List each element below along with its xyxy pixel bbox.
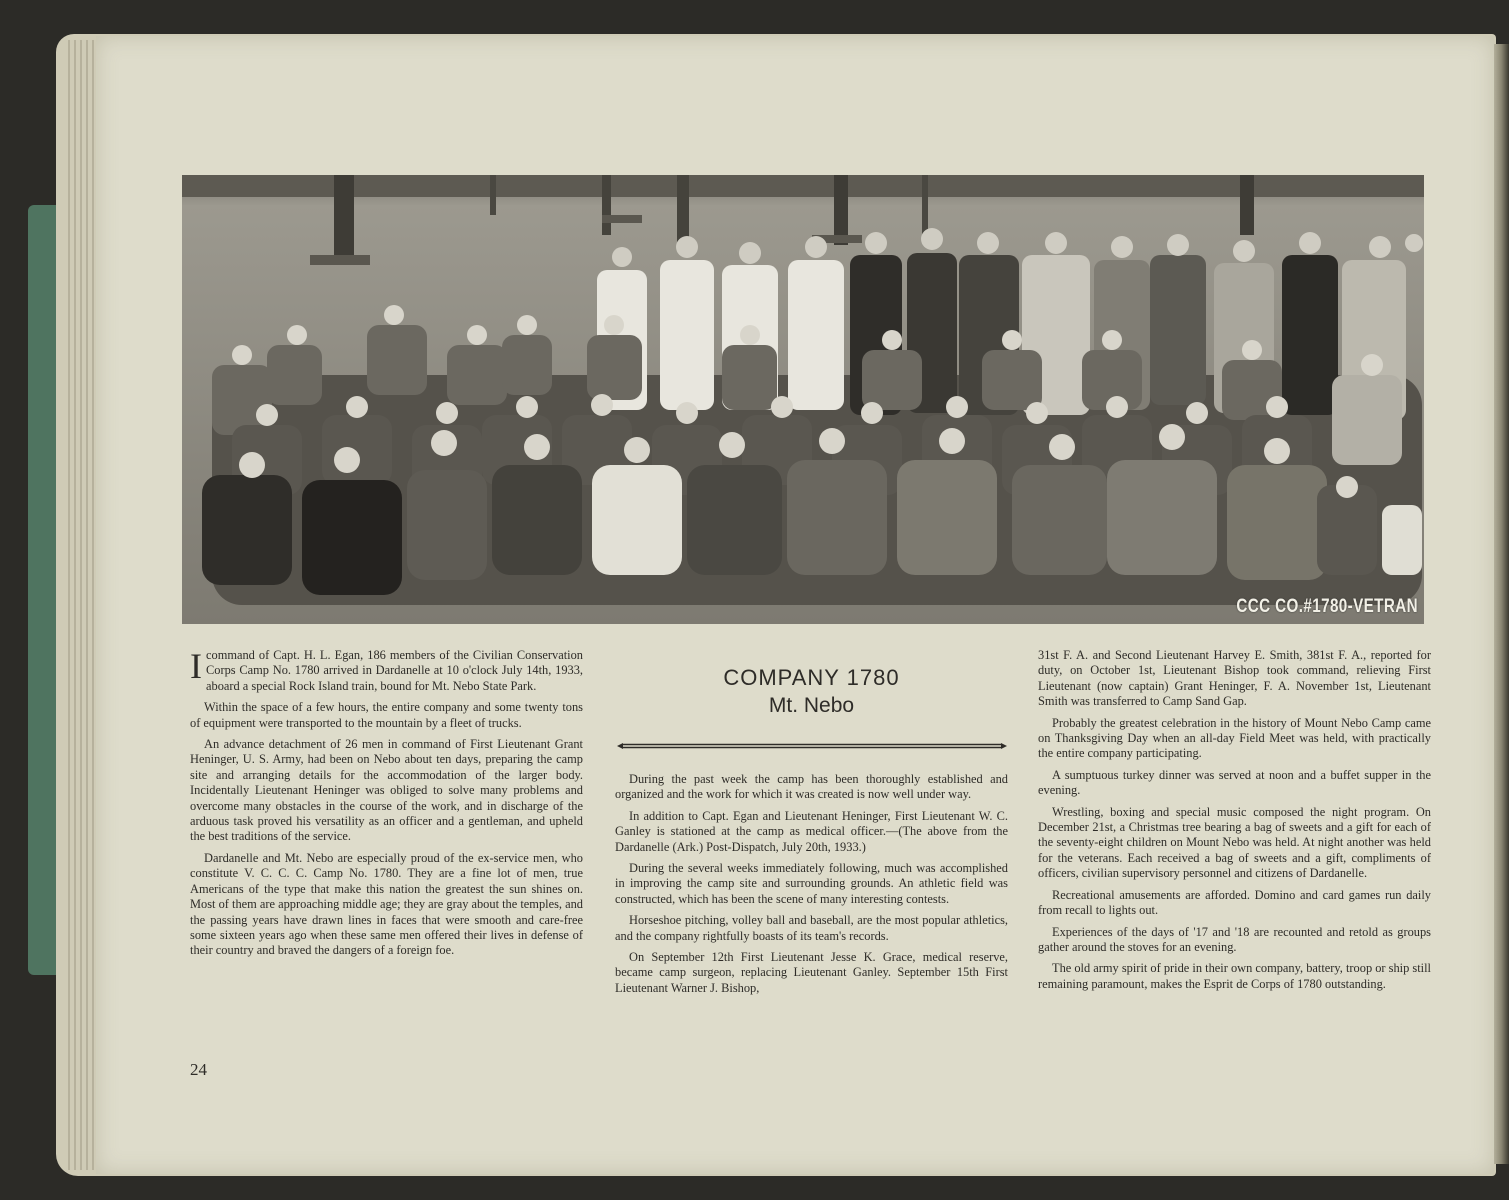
paragraph: The old army spirit of pride in their own company, battery, troop or ship still remaining paramount, makes the Esprit de Corps of 1780 outstanding. — [1038, 961, 1431, 991]
paragraph: 31st F. A. and Second Lieutenant Harvey E. Smith, 381st F. A., reported for duty, on October 1st, Lieutenant Bishop took command, relieving First Lieutenant (now captain) Grant Heninger, F. A. November 1st, Lieutenant Smith was transferred to Camp Sand Gap. — [1038, 648, 1431, 709]
paragraph: In addition to Capt. Egan and Lieutenant Heninger, First Lieutenant W. C. Ganley is stationed at the camp as medical officer.—(The above from the Dardanelle (Ark.) Post-Dispatch, July 20th, 1933.) — [615, 808, 1008, 854]
decorative-rule — [617, 742, 1007, 750]
paragraph: Probably the greatest celebration in the history of Mount Nebo Camp came on Thanksgiving Day when an all-day Field Meet was held, with practically the entire company participating. — [1038, 715, 1431, 761]
paragraph: A sumptuous turkey dinner was served at noon and a buffet supper in the evening. — [1038, 767, 1431, 798]
text-column-left — [190, 648, 583, 965]
text-column-right — [1038, 648, 1431, 998]
paragraph: Icommand of Capt. H. L. Egan, 186 members of the Civilian Conservation Corps Camp No. 1780 arrived in Dardanelle at 10 o'clock July 14th, 1933, aboard a special Rock Island train, bound for Mt. Nebo State Park. — [190, 646, 583, 693]
paragraph: During the several weeks immediately following, much was accomplished in improving the camp site and surrounding grounds. An athletic field was constructed, which has been the scene of many interesting contests. — [615, 861, 1008, 906]
paragraph: Experiences of the days of '17 and '18 are recounted and retold as groups gather around the stoves for an evening. — [1038, 924, 1431, 954]
paragraph: During the past week the camp has been thoroughly established and organized and the work for which it was created is now well under way. — [615, 772, 1008, 802]
paragraph: Within the space of a few hours, the entire company and some twenty tons of equipment were transported to the mountain by a fleet of trucks. — [190, 700, 583, 730]
article-title: COMPANY 1780 — [723, 665, 900, 690]
photo-caption: CCC CO.#1780-VETRAN — [1236, 596, 1418, 617]
article-subtitle: Mt. Nebo — [768, 694, 855, 717]
article-heading — [615, 665, 1008, 718]
paragraph: Dardanelle and Mt. Nebo are especially proud of the ex-service men, who constitute V. C. C. C. Camp No. 1780. They are a fine lot of men, true Americans of the type that make this nation the greatest the sun shines on. Most of them are approaching middle age; they are gray about the temples, and the passing years have drawn lines in faces that were smooth and care-free some sixteen years ago when these same men offered their lives in defense of their country and braved the dangers of a foreign foe. — [190, 850, 583, 958]
drop-cap: I — [190, 646, 202, 686]
paragraph: Recreational amusements are afforded. Domino and card games run daily from recall to lights out. — [1038, 887, 1431, 918]
page-number: 24 — [190, 1060, 207, 1079]
group-photograph — [182, 175, 1424, 624]
paragraph: Horseshoe pitching, volley ball and baseball, are the most popular athletics, and the company rightfully boasts of its team's records. — [615, 913, 1008, 943]
paragraph: On September 12th First Lieutenant Jesse K. Grace, medical reserve, became camp surgeon, replacing Lieutenant Ganley. September 15th First Lieutenant Warner J. Bishop, — [615, 950, 1008, 995]
paragraph: Wrestling, boxing and special music composed the night program. On December 21st, a Christmas tree bearing a bag of sweets and a gift for each of the seventy-eight children on Mount Nebo was held. At night another was held for the veterans. Each received a bag of sweets and a gift, compliments of officers, civilian supervisory personnel and citizens of Dardanelle. — [1038, 804, 1431, 881]
paragraph: An advance detachment of 26 men in command of First Lieutenant Grant Heninger, U. S. Army, had been on Nebo about ten days, preparing the camp site and arranging details for the accommodation of the larger body. Incidentally Lieutenant Heninger was obliged to solve many problems and overcome many obstacles in the course of the work, and in discharge of the arduous task proved his versatility as an officer and a gentleman, and upheld the best traditions of the service. — [190, 737, 583, 844]
text-column-middle — [615, 772, 1008, 1002]
